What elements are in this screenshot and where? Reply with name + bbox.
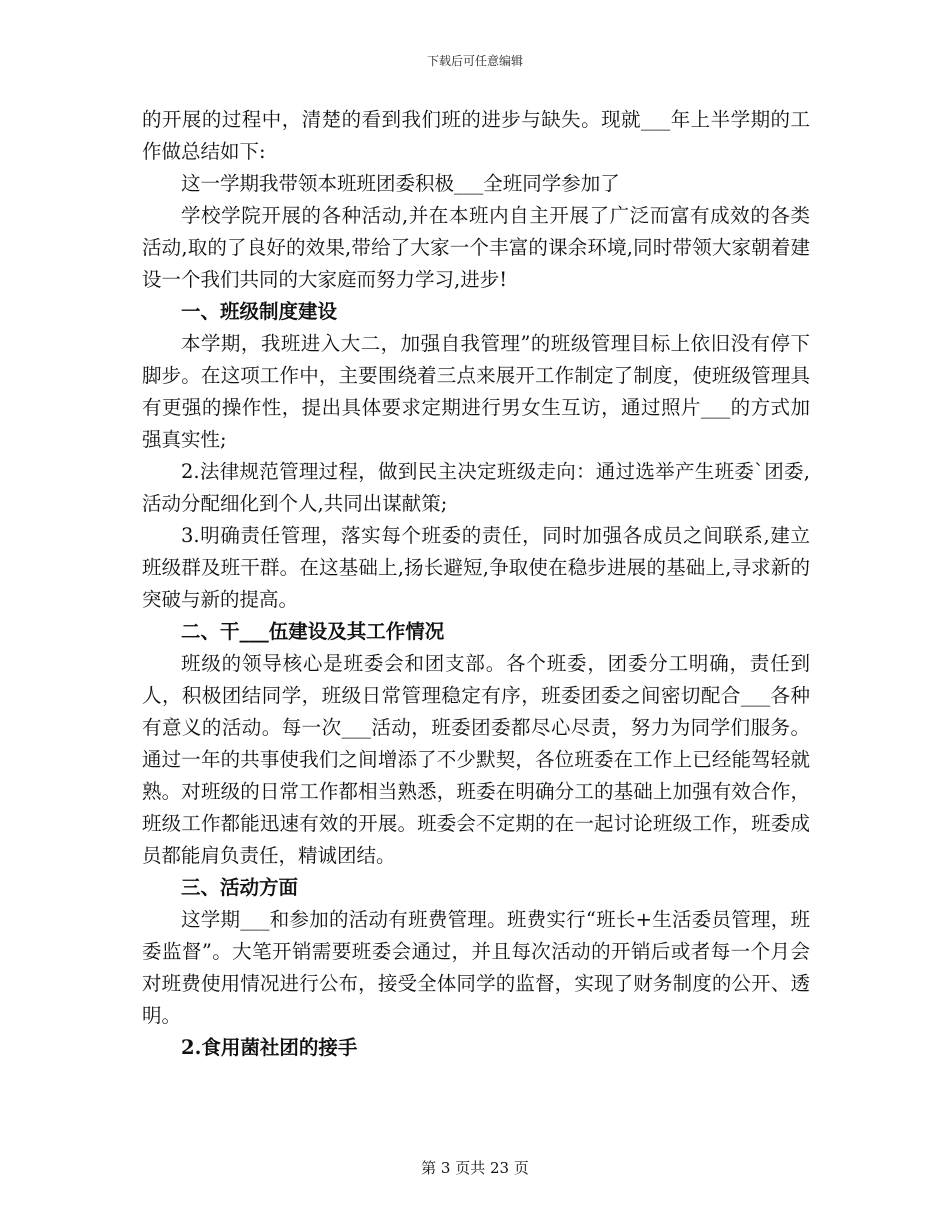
paragraph-8: 这学期___和参加的活动有班费管理。班费实行“班长+生活委员管理，班委监督”。大笔开销需要班委会通过，并且每次活动的开销后或者每一个月会对班费使用情况进行公布，接受全体同学的监督，实现了财务制度的公开、透明。 bbox=[142, 908, 810, 1027]
paragraph-3: 学校学院开展的各种活动,并在本班内自主开展了广泛而富有成效的各类活动,取的了良好的效果,带给了大家一个丰富的课余环境,同时带领大家朝着建设一个我们共同的大家庭而努力学习,进步! bbox=[142, 204, 810, 291]
paragraph-5: 2.法律规范管理过程，做到民主决定班级走向：通过选举产生班委`团委,活动分配细化到个人,共同出谋献策; bbox=[142, 460, 810, 515]
section-heading-3: 三、活动方面 bbox=[181, 876, 299, 899]
section-heading-1: 一、班级制度建设 bbox=[181, 300, 338, 323]
page-footer: 第 3 页共 23 页 bbox=[421, 1159, 529, 1177]
document-body bbox=[142, 104, 810, 1064]
paragraph-4: 本学期，我班进入大二，加强自我管理”的班级管理目标上依旧没有停下脚步。在这项工作中，主要围绕着三点来展开工作制定了制度，使班级管理具有更强的操作性，提出具体要求定期进行男女生互访，通过照片___的方式加强真实性; bbox=[142, 332, 810, 451]
paragraph-2: 这一学期我带领本班班团委积极___全班同学参加了 bbox=[181, 172, 620, 195]
section-heading-2: 二、干___伍建设及其工作情况 bbox=[181, 620, 445, 643]
paragraph-7: 班级的领导核心是班委会和团支部。各个班委，团委分工明确，责任到人，积极团结同学，班级日常管理稳定有序，班委团委之间密切配合___各种有意义的活动。每一次___活动，班委团委都尽心尽责，努力为同学们服务。通过一年的共事使我们之间增添了不少默契，各位班委在工作上已经能驾轻就熟。对班级的日常工作都相当熟悉，班委在明确分工的基础上加强有效合作，班级工作都能迅速有效的开展。班委会不定期的在一起讨论班级工作，班委成员都能肩负责任，精诚团结。 bbox=[142, 652, 810, 867]
paragraph-6: 3.明确责任管理，落实每个班委的责任，同时加强各成员之间联系,建立班级群及班干群。在这基础上,扬长避短,争取使在稳步进展的基础上,寻求新的突破与新的提高。 bbox=[142, 524, 810, 611]
page-header: 下载后可任意编辑 bbox=[426, 54, 523, 68]
paragraph-1: 的开展的过程中，清楚的看到我们班的进步与缺失。现就___年上半学期的工作做总结如下: bbox=[142, 108, 810, 163]
section-heading-4: 2.食用菌社团的接手 bbox=[181, 1036, 358, 1059]
